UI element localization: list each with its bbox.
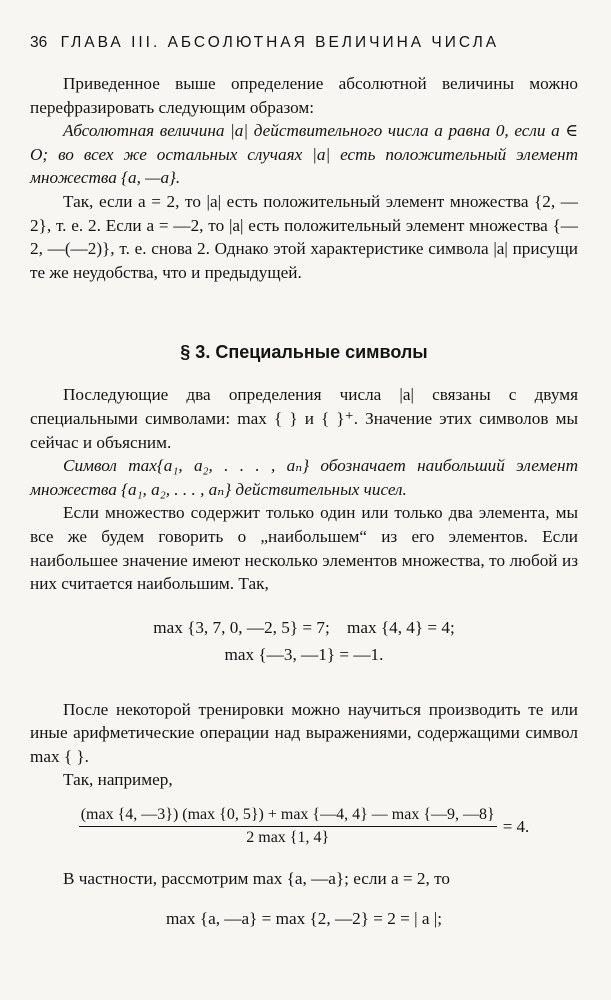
formula-max-abs: max {a, —a} = max {2, —2} = 2 = | a |;	[165, 908, 443, 928]
fraction-result: = 4.	[502, 816, 530, 836]
example-paragraph: Так, если a = 2, то |a| есть положительный элемент множества {2, —2}, т. е. 2. Если a = —2, то |a| есть положительный элемент множества {—2, —(—2)}, т. е. снова 2. Однако этой характеристике символа |a| присущи те же неудобства, что и предыдущей.	[30, 191, 578, 282]
intro-paragraph: Приведенное выше определение абсолютной величины можно перефразировать следующим образом:	[30, 74, 578, 117]
chapter-title: ГЛАВА III. АБСОЛЮТНАЯ ВЕЛИЧИНА ЧИСЛА	[60, 34, 500, 51]
fraction	[79, 806, 497, 847]
section-paragraph-4: Так, например,	[63, 770, 173, 790]
section-paragraph-1: Последующие два определения числа |a| связаны с двумя специальными символами: max { } и { }⁺. Значение этих символов мы сейчас и объясним.	[30, 385, 578, 452]
page-number: 36	[30, 34, 48, 51]
section-paragraph-5: В частности, рассмотрим max {a, —a}; если a = 2, то	[63, 869, 450, 889]
fraction-formula	[30, 806, 578, 847]
fraction-numerator: (max {4, —3}) (max {0, 5}) + max {—4, 4} — max {—9, —8}	[79, 806, 497, 827]
formula-max-negative: max {—3, —1} = —1.	[224, 644, 384, 664]
section-paragraph-2: Если множество содержит только один или только два элемента, мы все же будем говорить о „наибольшем“ из его элементов. Если наибольшее значение имеют несколько элементов множества, то любой из них считается наибольшим. Так,	[30, 503, 578, 594]
book-page	[30, 34, 578, 929]
section-heading: § 3. Специальные символы	[180, 342, 428, 363]
running-header	[30, 34, 578, 52]
formula-max-examples: max {3, 7, 0, —2, 5} = 7; max {4, 4} = 4;	[153, 617, 455, 637]
definition-max: Символ max{a₁, a₂, . . . , aₙ} обозначает наибольший элемент множества {a₁, a₂, . . . , aₙ} действительных чисел.	[30, 456, 578, 499]
fraction-denominator: 2 max {1, 4}	[246, 829, 330, 847]
section-paragraph-3: После некоторой тренировки можно научиться производить те или иные арифметические операции над выражениями, содержащими символ max { }.	[30, 699, 578, 766]
definition-abs: Абсолютная величина |a| действительного числа a равна 0, если a ∈ O; во всех же остальных случаях |a| есть положительный элемент множества {a, —a}.	[30, 121, 578, 188]
